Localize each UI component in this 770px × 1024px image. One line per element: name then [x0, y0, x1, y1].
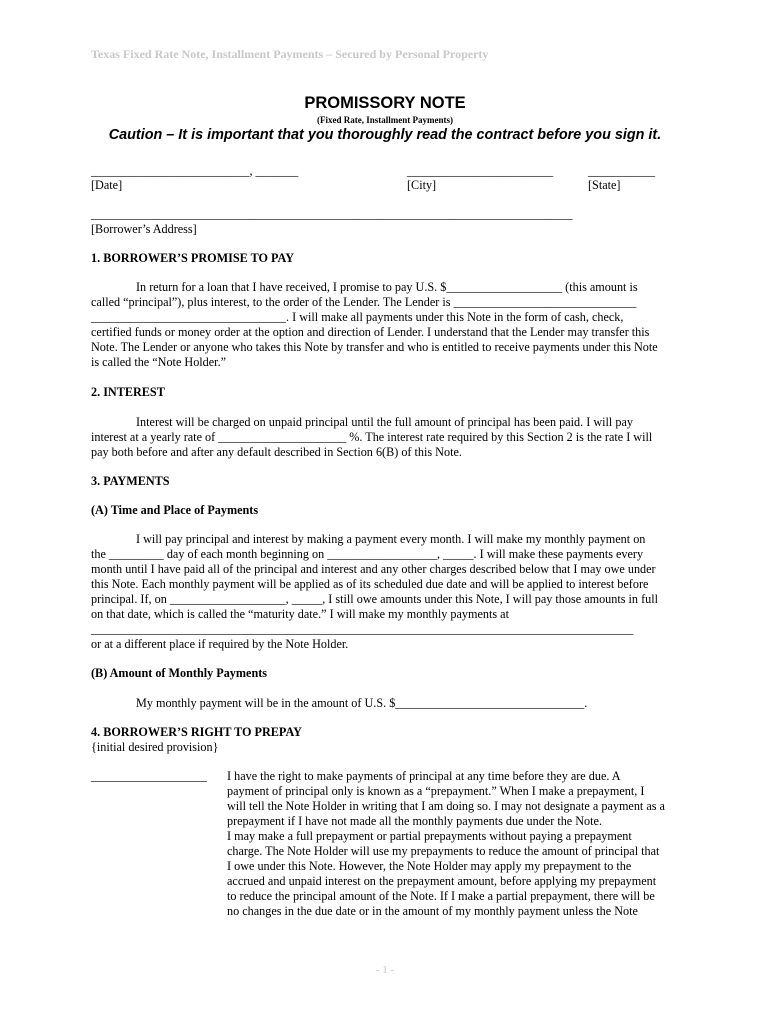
text-line: the _________ day of each month beginning on __________________, _____. I will make these payments every	[91, 547, 644, 561]
state-label: [State]	[588, 178, 621, 192]
section-1-heading: 1. BORROWER’S PROMISE TO PAY	[91, 251, 295, 265]
section-3a-body	[91, 532, 658, 652]
date-label: [Date]	[91, 178, 123, 192]
text-line: principal. If, on ___________________, _____, I still owe amounts under this Note, I will pay those amounts in full	[91, 592, 658, 606]
text-line: or at a different place if required by the Note Holder.	[91, 637, 349, 651]
text-line: is called the “Note Holder.”	[91, 355, 227, 369]
text-line: In return for a loan that I have received, I promise to pay U.S. $___________________ (this amount is	[136, 280, 638, 294]
city-blank[interactable]: ________________________	[407, 164, 554, 178]
text-line: I may make a full prepayment or partial prepayments without paying a prepayment	[227, 829, 632, 843]
section-3a-heading: (A) Time and Place of Payments	[91, 503, 259, 517]
text-line: pay both before and after any default described in Section 6(B) of this Note.	[91, 445, 462, 459]
section-2-body	[91, 415, 652, 460]
text-line: Note. The Lender or anyone who takes this Note by transfer and who is entitled to receive payments under this Note	[91, 340, 658, 354]
text-line: payment of principal only is known as a “prepayment.” When I make a prepayment, I	[227, 784, 645, 798]
text-line: _________________________________________________________________________________________	[91, 622, 634, 636]
address-blank[interactable]: _______________________________________________________________________________	[91, 207, 573, 221]
text-line: certified funds or money order at the option and direction of Lender. I understand that the Lender may transfer this	[91, 325, 650, 339]
page-title: PROMISSORY NOTE	[304, 94, 466, 112]
date-blank[interactable]: __________________________, _______	[91, 164, 299, 178]
section-4-heading: 4. BORROWER’S RIGHT TO PREPAY	[91, 725, 302, 739]
section-3-heading: 3. PAYMENTS	[91, 474, 170, 488]
section-4-body	[227, 769, 665, 919]
section-3b-heading: (B) Amount of Monthly Payments	[91, 666, 268, 680]
section-2-heading: 2. INTEREST	[91, 385, 165, 399]
city-label: [City]	[407, 178, 437, 192]
text-line: no changes in the due date or in the amount of my monthly payment unless the Note	[227, 904, 638, 918]
text-line: this Note. Each monthly payment will be applied as of its scheduled due date and will be applied to interest before	[91, 577, 649, 591]
text-line: on that date, which is called the “maturity date.” I will make my monthly payments at	[91, 607, 509, 621]
section-4-note: {initial desired provision}	[91, 740, 219, 754]
initial-blank[interactable]: ___________________	[91, 769, 207, 783]
address-label: [Borrower’s Address]	[91, 222, 197, 236]
text-line: Interest will be charged on unpaid principal until the full amount of principal has been paid. I will pay	[136, 415, 633, 429]
text-line: ________________________________. I will make all payments under this Note in the form of cash, check,	[91, 310, 624, 324]
section-3b-body: My monthly payment will be in the amount of U.S. $_______________________________.	[136, 696, 588, 710]
text-line: I will pay principal and interest by making a payment every month. I will make my monthly payment on	[136, 532, 646, 546]
page-number: - 1 -	[375, 964, 395, 976]
text-line: interest at a yearly rate of _____________________ %. The interest rate required by this Section 2 is the rate I will	[91, 430, 653, 444]
text-line: to reduce the principal amount of the Note. If I make a partial prepayment, there will be	[227, 889, 655, 903]
page-subtitle: (Fixed Rate, Installment Payments)	[317, 115, 453, 125]
text-line: will tell the Note Holder in writing that I am doing so. I may not designate a payment as a	[227, 799, 665, 813]
text-line: I have the right to make payments of principal at any time before they are due. A	[227, 769, 621, 783]
text-line: prepayment if I have not made all the monthly payments due under the Note.	[227, 814, 602, 828]
text-line: month until I have paid all of the principal and interest and any other charges described below that I may owe under	[91, 562, 656, 576]
text-line: I owe under this Note. However, the Note Holder may apply my prepayment to the	[227, 859, 632, 873]
text-line: charge. The Note Holder will use my prepayments to reduce the amount of principal that	[227, 844, 660, 858]
document-header: Texas Fixed Rate Note, Installment Payments – Secured by Personal Property	[91, 47, 489, 61]
text-line: accrued and unpaid interest on the prepayment amount, before applying my prepayment	[227, 874, 657, 888]
caution-notice: Caution – It is important that you thoroughly read the contract before you sign it.	[108, 127, 662, 143]
text-line: called “principal”), plus interest, to the order of the Lender. The Lender is ______________________________	[91, 295, 637, 309]
section-1-body	[91, 280, 658, 370]
state-blank[interactable]: ___________	[588, 164, 656, 178]
